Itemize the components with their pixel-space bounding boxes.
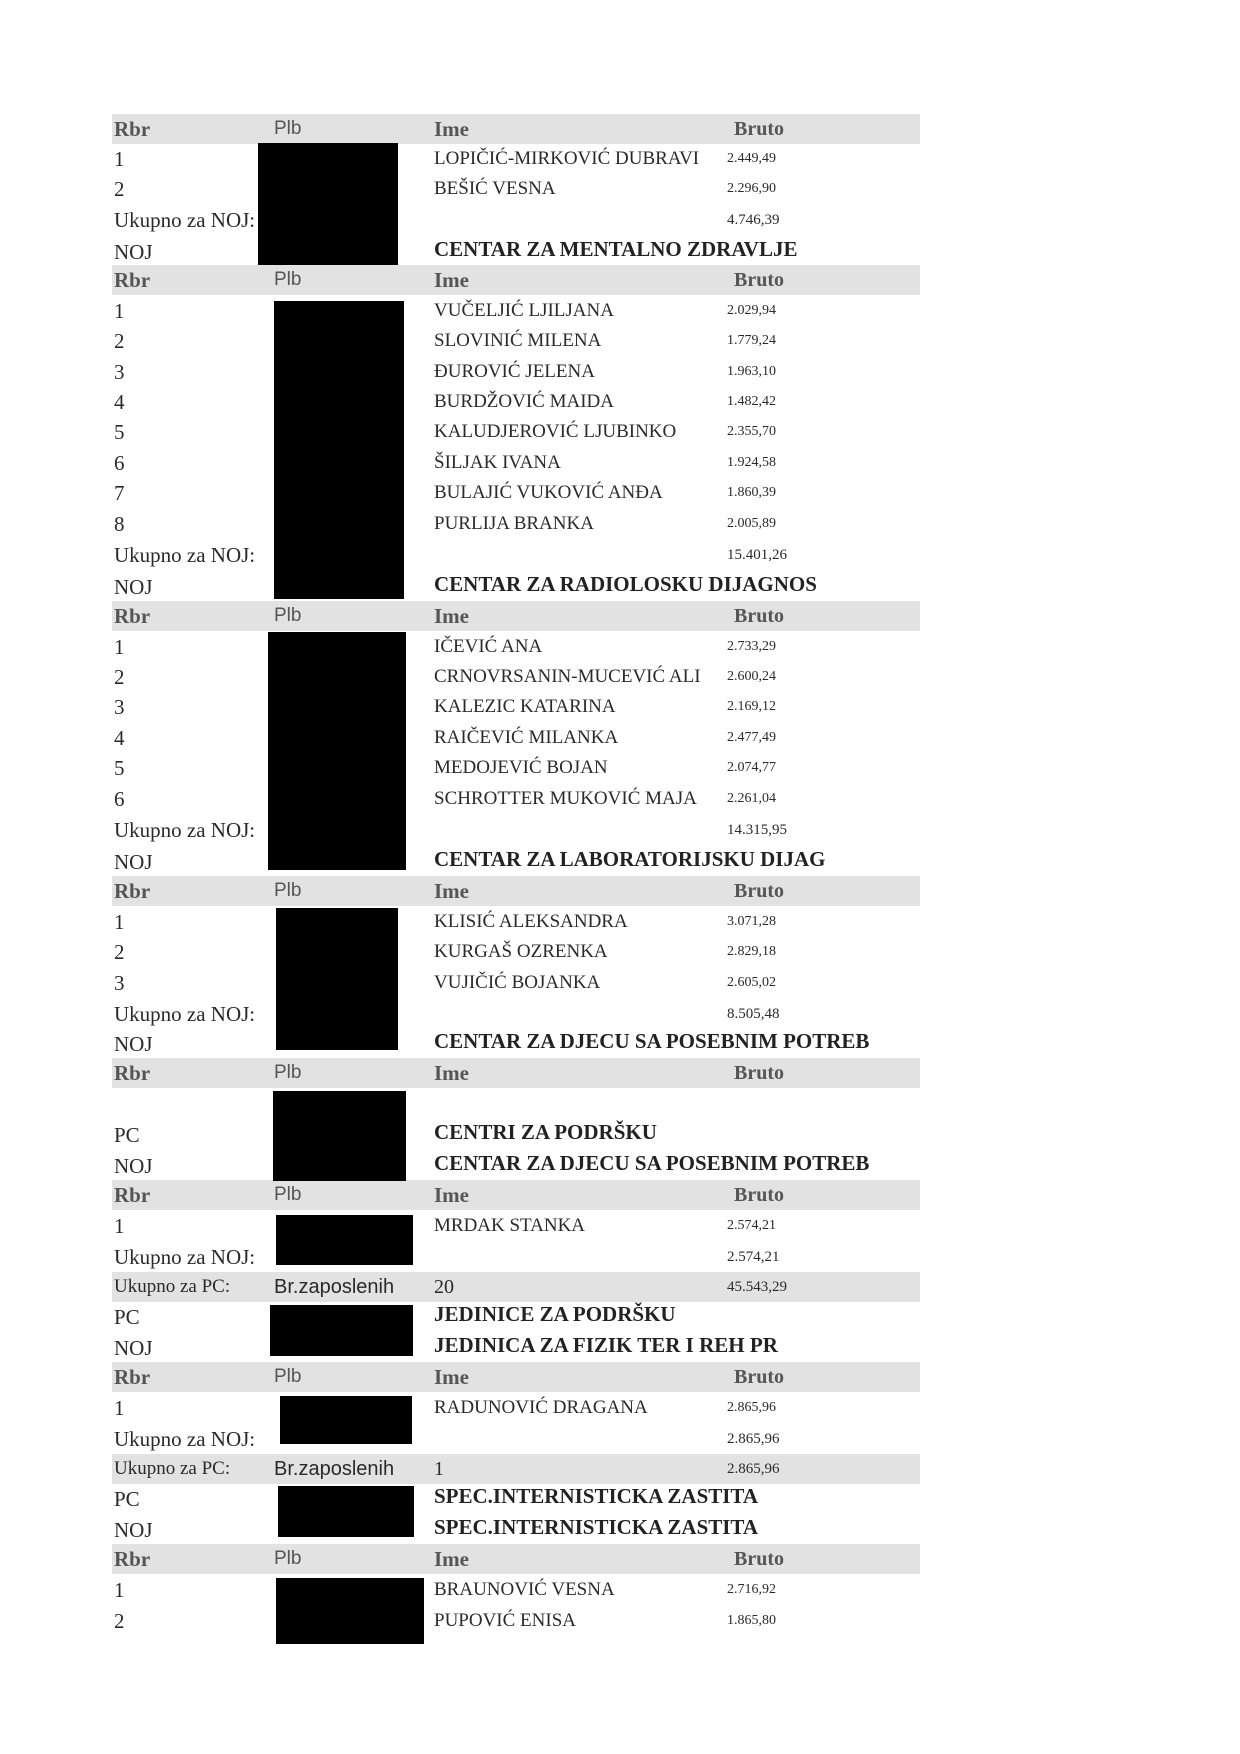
- employee-count: 1: [434, 1458, 444, 1480]
- redaction-box: [268, 632, 406, 870]
- table-row: [112, 1393, 920, 1423]
- table-row: [112, 784, 920, 814]
- header-ime: Ime: [434, 1547, 469, 1571]
- noj-total-value: 4.746,39: [727, 212, 780, 228]
- row-bruto: 1.924,58: [727, 455, 776, 470]
- noj-unit-title: CENTAR ZA LABORATORIJSKU DIJAG: [434, 847, 826, 871]
- row-bruto: 2.296,90: [727, 181, 776, 196]
- row-bruto: 1.779,24: [727, 333, 776, 348]
- row-bruto: 2.477,49: [727, 730, 776, 745]
- header-bruto: Bruto: [734, 880, 784, 902]
- row-bruto: 2.029,94: [727, 303, 776, 318]
- table-row: [112, 662, 920, 692]
- row-rbr: 6: [114, 787, 125, 811]
- row-rbr: 5: [114, 756, 125, 780]
- header-bruto: Bruto: [734, 1366, 784, 1388]
- table-row: [112, 144, 920, 174]
- noj-total-row: [112, 205, 920, 235]
- table-row: [112, 937, 920, 967]
- redaction-box: [274, 301, 404, 599]
- pc-unit-title: JEDINICE ZA PODRŠKU: [434, 1302, 676, 1326]
- header-plb: Plb: [274, 269, 302, 290]
- redaction-box: [273, 1091, 406, 1181]
- header-bruto: Bruto: [734, 1062, 784, 1084]
- row-rbr: 2: [114, 940, 125, 964]
- row-bruto: 2.355,70: [727, 424, 776, 439]
- table-row: [112, 417, 920, 447]
- row-rbr: 1: [114, 635, 125, 659]
- noj-total-row: [112, 540, 920, 570]
- pc-total-label: Ukupno za PC:: [114, 1276, 231, 1297]
- noj-total-label: Ukupno za NOJ:: [114, 818, 256, 842]
- header-rbr: Rbr: [114, 1547, 151, 1571]
- pc-total-row: [112, 1272, 920, 1302]
- pc-label: PC: [114, 1487, 140, 1511]
- table-row: [112, 387, 920, 417]
- row-rbr: 1: [114, 299, 125, 323]
- noj-label: NOJ: [114, 240, 153, 264]
- row-name: BEŠIĆ VESNA: [434, 178, 556, 199]
- header-plb: Plb: [274, 880, 302, 901]
- row-bruto: 1.865,80: [727, 1613, 776, 1628]
- table-row: [112, 174, 920, 204]
- redaction-box: [270, 1305, 413, 1356]
- row-name: RADUNOVIĆ DRAGANA: [434, 1397, 648, 1418]
- row-rbr: 7: [114, 481, 125, 505]
- row-rbr: 4: [114, 390, 125, 414]
- header-plb: Plb: [274, 1062, 302, 1083]
- row-name: MEDOJEVIĆ BOJAN: [434, 757, 608, 778]
- pc-unit-title: CENTRI ZA PODRŠKU: [434, 1120, 657, 1144]
- table-row: [112, 968, 920, 998]
- row-bruto: 2.261,04: [727, 791, 776, 806]
- header-bruto: Bruto: [734, 1548, 784, 1570]
- noj-unit-title: JEDINICA ZA FIZIK TER I REH PR: [434, 1333, 778, 1357]
- table-row: [112, 723, 920, 753]
- header-rbr: Rbr: [114, 879, 151, 903]
- row-bruto: 2.829,18: [727, 944, 776, 959]
- row-bruto: 2.600,24: [727, 669, 776, 684]
- header-ime: Ime: [434, 117, 469, 141]
- row-bruto: 2.574,21: [727, 1218, 776, 1233]
- employee-count-label: Br.zaposlenih: [274, 1458, 395, 1480]
- noj-label: NOJ: [114, 1032, 153, 1056]
- row-rbr: 3: [114, 360, 125, 384]
- row-name: ŠILJAK IVANA: [434, 452, 561, 473]
- header-rbr: Rbr: [114, 1183, 151, 1207]
- row-rbr: 3: [114, 971, 125, 995]
- noj-total-label: Ukupno za NOJ:: [114, 208, 256, 232]
- table-row: [112, 753, 920, 783]
- header-rbr: Rbr: [114, 604, 151, 628]
- row-bruto: 2.733,29: [727, 639, 776, 654]
- row-rbr: 2: [114, 329, 125, 353]
- table-row: [112, 692, 920, 722]
- noj-unit-title: CENTAR ZA DJECU SA POSEBNIM POTREB: [434, 1151, 870, 1175]
- header-ime: Ime: [434, 268, 469, 292]
- row-name: LOPIČIĆ-MIRKOVIĆ DUBRAVI: [434, 148, 700, 169]
- row-bruto: 1.963,10: [727, 364, 776, 379]
- employee-count-label: Br.zaposlenih: [274, 1276, 395, 1298]
- noj-label: NOJ: [114, 1154, 153, 1178]
- header-ime: Ime: [434, 1365, 469, 1389]
- row-rbr: 1: [114, 1214, 125, 1238]
- row-bruto: 2.449,49: [727, 151, 776, 166]
- header-plb: Plb: [274, 1366, 302, 1387]
- redaction-box: [278, 1486, 414, 1537]
- row-rbr: 1: [114, 1578, 125, 1602]
- row-name: RAIČEVIĆ MILANKA: [434, 727, 619, 748]
- header-bruto: Bruto: [734, 605, 784, 627]
- row-rbr: 4: [114, 726, 125, 750]
- pc-total-label: Ukupno za PC:: [114, 1458, 231, 1479]
- noj-unit-title: CENTAR ZA DJECU SA POSEBNIM POTREB: [434, 1029, 870, 1053]
- row-name: BRAUNOVIĆ VESNA: [434, 1579, 615, 1600]
- noj-total-row: [112, 999, 920, 1029]
- row-bruto: 2.865,96: [727, 1400, 776, 1415]
- row-name: IČEVIĆ ANA: [434, 636, 543, 657]
- noj-unit-title: CENTAR ZA RADIOLOSKU DIJAGNOS: [434, 572, 817, 596]
- row-rbr: 1: [114, 1396, 125, 1420]
- pc-total-row: [112, 1454, 920, 1484]
- header-ime: Ime: [434, 604, 469, 628]
- row-bruto: 3.071,28: [727, 914, 776, 929]
- table-header: [112, 876, 920, 906]
- row-name: BULAJIĆ VUKOVIĆ ANĐA: [434, 482, 663, 503]
- row-rbr: 2: [114, 177, 125, 201]
- table-row: [112, 1211, 920, 1241]
- redaction-box: [280, 1396, 412, 1444]
- row-name: MRDAK STANKA: [434, 1215, 586, 1236]
- row-name: ĐUROVIĆ JELENA: [434, 361, 595, 382]
- row-name: SLOVINIĆ MILENA: [434, 330, 602, 351]
- table-header: [112, 1180, 920, 1210]
- pc-label: PC: [114, 1123, 140, 1147]
- row-bruto: 2.605,02: [727, 975, 776, 990]
- redaction-box: [258, 143, 398, 265]
- header-bruto: Bruto: [734, 118, 784, 140]
- noj-total-label: Ukupno za NOJ:: [114, 1245, 256, 1269]
- noj-total-label: Ukupno za NOJ:: [114, 1427, 256, 1451]
- noj-unit-title: CENTAR ZA MENTALNO ZDRAVLJE: [434, 237, 798, 261]
- row-name: KURGAŠ OZRENKA: [434, 941, 608, 962]
- table-row: [112, 478, 920, 508]
- row-rbr: 1: [114, 910, 125, 934]
- employee-count: 20: [434, 1276, 454, 1298]
- pc-total-value: 45.543,29: [727, 1279, 787, 1295]
- row-bruto: 2.005,89: [727, 516, 776, 531]
- row-name: BURDŽOVIĆ MAIDA: [434, 391, 614, 412]
- row-bruto: 2.074,77: [727, 760, 776, 775]
- noj-total-value: 2.574,21: [727, 1249, 780, 1265]
- row-name: CRNOVRSANIN-MUCEVIĆ ALI: [434, 666, 701, 687]
- table-row: [112, 907, 920, 937]
- header-bruto: Bruto: [734, 1184, 784, 1206]
- row-name: SCHROTTER MUKOVIĆ MAJA: [434, 788, 697, 809]
- row-rbr: 6: [114, 451, 125, 475]
- row-rbr: 2: [114, 1609, 125, 1633]
- row-name: PUPOVIĆ ENISA: [434, 1610, 576, 1631]
- row-name: KALUDJEROVIĆ LJUBINKO: [434, 421, 677, 442]
- header-ime: Ime: [434, 879, 469, 903]
- redaction-box: [276, 1215, 413, 1265]
- noj-label: NOJ: [114, 850, 153, 874]
- noj-total-value: 2.865,96: [727, 1431, 780, 1447]
- table-row: [112, 1606, 920, 1636]
- table-row: [112, 296, 920, 326]
- row-name: KALEZIC KATARINA: [434, 696, 616, 717]
- row-rbr: 5: [114, 420, 125, 444]
- row-bruto: 2.716,92: [727, 1582, 776, 1597]
- header-ime: Ime: [434, 1061, 469, 1085]
- row-rbr: 8: [114, 512, 125, 536]
- table-row: [112, 448, 920, 478]
- table-header: [112, 1058, 920, 1088]
- table-row: [112, 357, 920, 387]
- noj-total-value: 14.315,95: [727, 822, 787, 838]
- noj-label: NOJ: [114, 1518, 153, 1542]
- noj-total-row: [112, 1242, 920, 1272]
- header-rbr: Rbr: [114, 1061, 151, 1085]
- row-name: PURLIJA BRANKA: [434, 513, 594, 534]
- row-bruto: 1.860,39: [727, 485, 776, 500]
- row-name: KLISIĆ ALEKSANDRA: [434, 911, 628, 932]
- row-rbr: 1: [114, 147, 125, 171]
- header-rbr: Rbr: [114, 268, 151, 292]
- row-name: VUČELJIĆ LJILJANA: [434, 300, 614, 321]
- row-rbr: 3: [114, 695, 125, 719]
- table-row: [112, 632, 920, 662]
- table-header: [112, 1544, 920, 1574]
- header-plb: Plb: [274, 605, 302, 626]
- header-ime: Ime: [434, 1183, 469, 1207]
- header-plb: Plb: [274, 1548, 302, 1569]
- table-row: [112, 326, 920, 356]
- row-rbr: 2: [114, 665, 125, 689]
- header-bruto: Bruto: [734, 269, 784, 291]
- noj-total-value: 15.401,26: [727, 547, 787, 563]
- table-row: [112, 509, 920, 539]
- noj-total-row: [112, 1424, 920, 1454]
- redaction-box: [276, 1578, 424, 1644]
- pc-total-value: 2.865,96: [727, 1461, 780, 1477]
- noj-total-value: 8.505,48: [727, 1006, 780, 1022]
- row-bruto: 2.169,12: [727, 699, 776, 714]
- row-bruto: 1.482,42: [727, 394, 776, 409]
- pc-label: PC: [114, 1305, 140, 1329]
- table-row: [112, 1575, 920, 1605]
- noj-unit-title: SPEC.INTERNISTICKA ZASTITA: [434, 1515, 759, 1539]
- table-header: [112, 1362, 920, 1392]
- header-rbr: Rbr: [114, 117, 151, 141]
- noj-total-label: Ukupno za NOJ:: [114, 1002, 256, 1026]
- header-rbr: Rbr: [114, 1365, 151, 1389]
- table-header: [112, 265, 920, 295]
- table-header: [112, 601, 920, 631]
- redaction-box: [276, 908, 398, 1050]
- noj-total-row: [112, 815, 920, 845]
- row-name: VUJIČIĆ BOJANKA: [434, 972, 601, 993]
- noj-total-label: Ukupno za NOJ:: [114, 543, 256, 567]
- pc-unit-title: SPEC.INTERNISTICKA ZASTITA: [434, 1484, 759, 1508]
- header-plb: Plb: [274, 118, 302, 139]
- noj-label: NOJ: [114, 575, 153, 599]
- table-header: [112, 114, 920, 144]
- header-plb: Plb: [274, 1184, 302, 1205]
- noj-label: NOJ: [114, 1336, 153, 1360]
